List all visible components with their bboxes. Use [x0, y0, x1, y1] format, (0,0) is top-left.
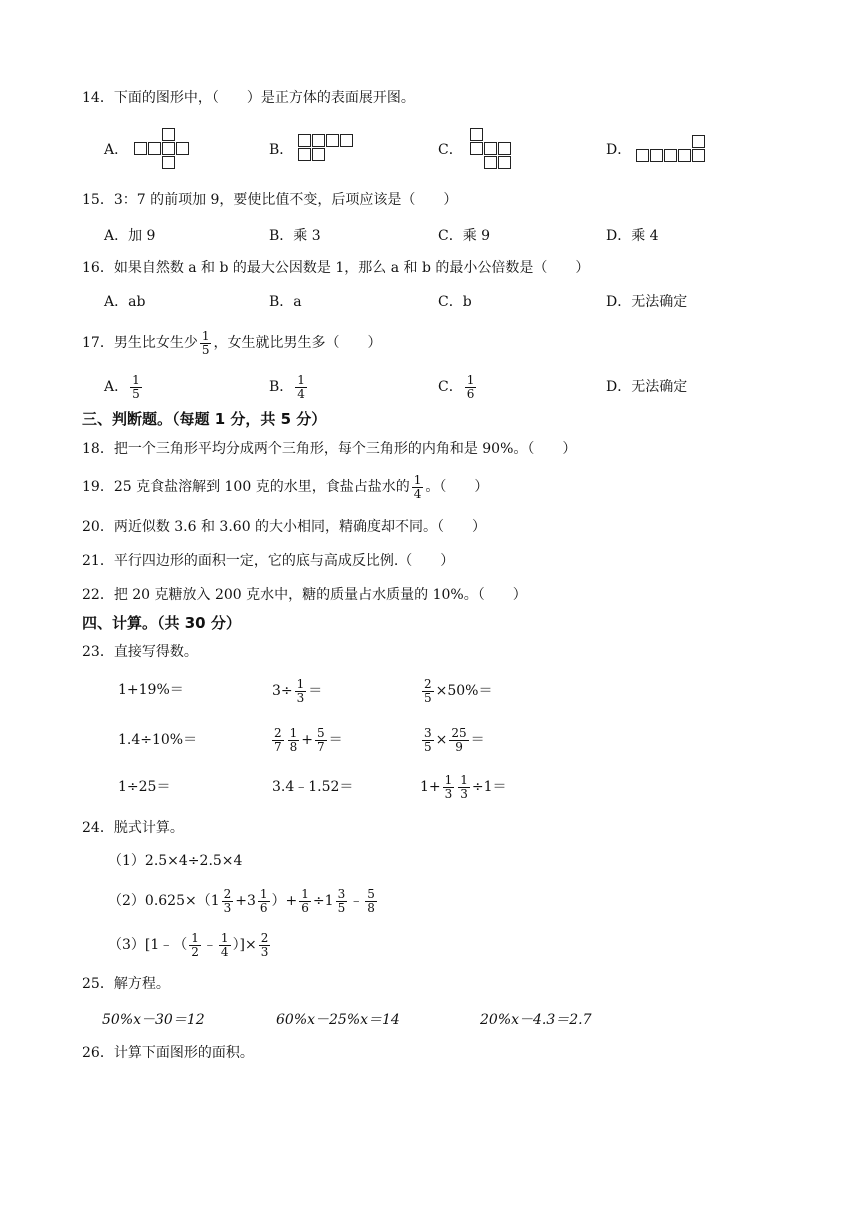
q23-r2c1: 1.4÷10%＝ — [118, 732, 198, 748]
q24-part-3: （3）[1﹣（ $\frac{1}{2}$ ﹣ $\frac{1}{4}$ ）]× $\frac{2}{3}$ — [108, 930, 269, 959]
q23-r2c2: $\frac{2}{7}$ $\frac{1}{8}$ + $\frac{5}{7}$ ＝ — [274, 725, 343, 754]
section-3-heading: 三、判断题。（每题 1 分，共 5 分） — [82, 410, 327, 428]
q23-r1c3: $\frac{2}{5}$ ×50%＝ — [424, 676, 493, 705]
question-21: 21．平行四边形的面积一定，它的底与高成反比例.（ ） — [82, 553, 455, 569]
q16-option-b: B．a — [269, 294, 302, 310]
q24-part-2: （2）0.625×（1 $\frac{2}{3}$ +3 $\frac{1}{6}$ ）+ $\frac{1}{6}$ ÷1 $\frac{3}{5}$ ﹣ $\frac{5}{8}$ — [108, 886, 375, 915]
question-17: 17．男生比女生少 $\frac{1}{5}$ ，女生就比男生多（ ） — [82, 328, 382, 357]
q16-option-d: D．无法确定 — [606, 294, 688, 310]
question-23-title: 23．直接写得数。 — [82, 644, 198, 660]
q14-option-c-label: C． — [438, 142, 463, 158]
q15-option-a: A．加 9 — [104, 228, 156, 244]
q15-option-d: D．乘 4 — [606, 228, 659, 244]
q16-option-a: A．ab — [104, 294, 146, 310]
section-4-heading: 四、计算。（共 30 分） — [82, 614, 241, 632]
q17-option-a: A． $\frac{1}{5}$ — [104, 372, 140, 401]
q17-option-b: B． $\frac{1}{4}$ — [269, 372, 305, 401]
question-22: 22．把 20 克糖放入 200 克水中，糖的质量占水质量的 10%。（ ） — [82, 587, 527, 603]
fraction: $\frac{1}{5}$ — [201, 328, 210, 357]
question-25-title: 25．解方程。 — [82, 976, 170, 992]
question-24-title: 24．脱式计算。 — [82, 820, 184, 836]
q23-r1c2: 3÷ $\frac{1}{3}$ ＝ — [272, 676, 323, 705]
q17-option-d: D．无法确定 — [606, 379, 688, 395]
question-26: 26．计算下面图形的面积。 — [82, 1045, 254, 1061]
question-16: 16．如果自然数 a 和 b 的最大公因数是 1，那么 a 和 b 的最小公倍数是（ ） — [82, 260, 590, 276]
question-15: 15．3：7 的前项加 9，要使比值不变，后项应该是（ ） — [82, 192, 458, 208]
q17-option-c: C． $\frac{1}{6}$ — [438, 372, 475, 401]
q15-option-b: B．乘 3 — [269, 228, 321, 244]
q23-r2c3: $\frac{3}{5}$ × $\frac{25}{9}$ ＝ — [424, 725, 485, 754]
q14-option-a-label: A． — [104, 142, 129, 158]
q23-r3c1: 1÷25＝ — [118, 779, 171, 795]
q15-option-c: C．乘 9 — [438, 228, 491, 244]
q23-r3c3: 1+ $\frac{1}{3}$ $\frac{1}{3}$ ÷1＝ — [420, 772, 507, 801]
q16-option-c: C．b — [438, 294, 472, 310]
question-20: 20．两近似数 3.6 和 3.60 的大小相同，精确度却不同。（ ） — [82, 519, 487, 535]
question-14: 14．下面的图形中，（ ）是正方体的表面展开图。 — [82, 90, 415, 106]
q14-option-d-label: D． — [606, 142, 632, 158]
q25-equation-3: 20%x－4.3＝2.7 — [480, 1012, 592, 1028]
q25-equation-1: 50%x－30＝12 — [102, 1012, 205, 1028]
question-19: 19．25 克食盐溶解到 100 克的水里，食盐占盐水的 $\frac{1}{4}$ 。（ ） — [82, 472, 489, 501]
question-18: 18．把一个三角形平均分成两个三角形，每个三角形的内角和是 90%。（ ） — [82, 441, 577, 457]
q24-part-1: （1）2.5×4÷2.5×4 — [108, 853, 243, 869]
q23-r1c1: 1+19%＝ — [118, 682, 184, 698]
q25-equation-2: 60%x－25%x＝14 — [276, 1012, 400, 1028]
q14-option-b-label: B． — [269, 142, 294, 158]
q23-r3c2: 3.4﹣1.52＝ — [272, 779, 354, 795]
